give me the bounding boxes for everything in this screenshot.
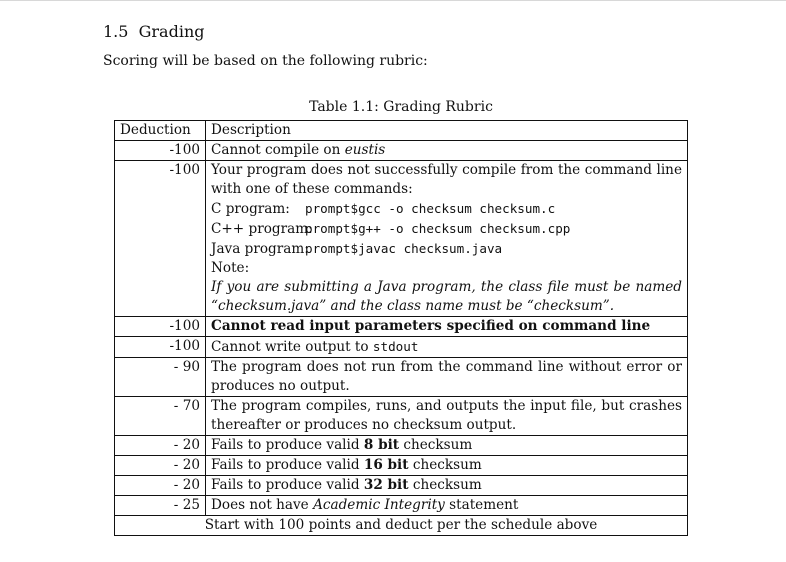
- deduction-cell: -100: [115, 141, 206, 161]
- section-number: 1.5: [103, 22, 129, 41]
- description-cell: [206, 456, 688, 476]
- table-row: [115, 358, 688, 397]
- deduction-cell: - 20: [115, 436, 206, 456]
- table-row: [115, 317, 688, 337]
- java-note: If you are submitting a Java program, the class file must be named “checksum.java” and the class name must be “checksum”.: [211, 279, 682, 314]
- description-text: Fails to produce valid: [211, 437, 364, 453]
- bit-width: 16 bit: [363, 457, 409, 473]
- deduction-cell: -100: [115, 161, 206, 317]
- description-cell: [206, 161, 688, 317]
- description-text: Does not have: [211, 497, 314, 513]
- command-text: prompt$g++ -o checksum checksum.cpp: [305, 221, 571, 236]
- description-cell: The program compiles, runs, and outputs the input file, but crashes thereafter or produces no checksum output.: [206, 397, 688, 436]
- table-footer-row: [115, 516, 688, 536]
- description-text: checksum: [408, 457, 482, 473]
- deduction-cell: - 70: [115, 397, 206, 436]
- description-text: Fails to produce valid: [211, 477, 364, 493]
- header-description: Description: [206, 121, 688, 141]
- description-text: statement: [444, 497, 519, 513]
- description-cell: The program does not run from the command line without error or produces no output.: [206, 358, 688, 397]
- description-cell: Cannot read input parameters specified on command line: [206, 317, 688, 337]
- description-text: checksum: [399, 437, 473, 453]
- deduction-cell: -100: [115, 337, 206, 358]
- description-text: Your program does not successfully compile from the command line with one of these commands:: [211, 162, 682, 197]
- table-row: [115, 436, 688, 456]
- table-row: [115, 337, 688, 358]
- page-top-rule: [0, 0, 786, 1]
- command-text: prompt$javac checksum.java: [305, 241, 503, 256]
- table-footer: Start with 100 points and deduct per the schedule above: [115, 516, 688, 536]
- deduction-cell: - 20: [115, 456, 206, 476]
- command-label: C program:: [211, 201, 290, 217]
- section-heading: [103, 22, 205, 41]
- description-cell: [206, 476, 688, 496]
- command-line-cpp: [211, 219, 682, 239]
- statement-name: Academic Integrity: [313, 497, 445, 513]
- table-row: [115, 456, 688, 476]
- description-text: Cannot compile on: [211, 142, 345, 158]
- table-header-row: [115, 121, 688, 141]
- deduction-cell: - 20: [115, 476, 206, 496]
- description-text: Cannot write output to: [211, 339, 373, 355]
- table-row: [115, 161, 688, 317]
- header-deduction: Deduction: [115, 121, 206, 141]
- deduction-cell: -100: [115, 317, 206, 337]
- server-name: eustis: [344, 142, 386, 158]
- grading-rubric-table: [114, 120, 688, 536]
- description-cell: [206, 141, 688, 161]
- command-line-java: [211, 239, 682, 259]
- description-cell: [206, 496, 688, 516]
- command-text: prompt$gcc -o checksum checksum.c: [305, 201, 556, 216]
- bit-width: 8 bit: [363, 437, 400, 453]
- table-row: [115, 476, 688, 496]
- command-line-c: [211, 199, 682, 219]
- note-label: Note:: [211, 260, 250, 276]
- intro-paragraph: Scoring will be based on the following rubric:: [103, 53, 428, 69]
- deduction-cell: - 25: [115, 496, 206, 516]
- table-row: [115, 397, 688, 436]
- command-label: Java program:: [211, 241, 309, 257]
- description-cell: [206, 436, 688, 456]
- command-label: C++ program:: [211, 221, 313, 237]
- stdout-code: stdout: [372, 339, 419, 354]
- table-row: [115, 496, 688, 516]
- description-text: checksum: [408, 477, 482, 493]
- description-cell: [206, 337, 688, 358]
- table-row: [115, 141, 688, 161]
- section-title: Grading: [138, 22, 205, 41]
- table-caption: Table 1.1: Grading Rubric: [309, 99, 493, 115]
- bit-width: 32 bit: [363, 477, 409, 493]
- deduction-cell: - 90: [115, 358, 206, 397]
- description-text: Fails to produce valid: [211, 457, 364, 473]
